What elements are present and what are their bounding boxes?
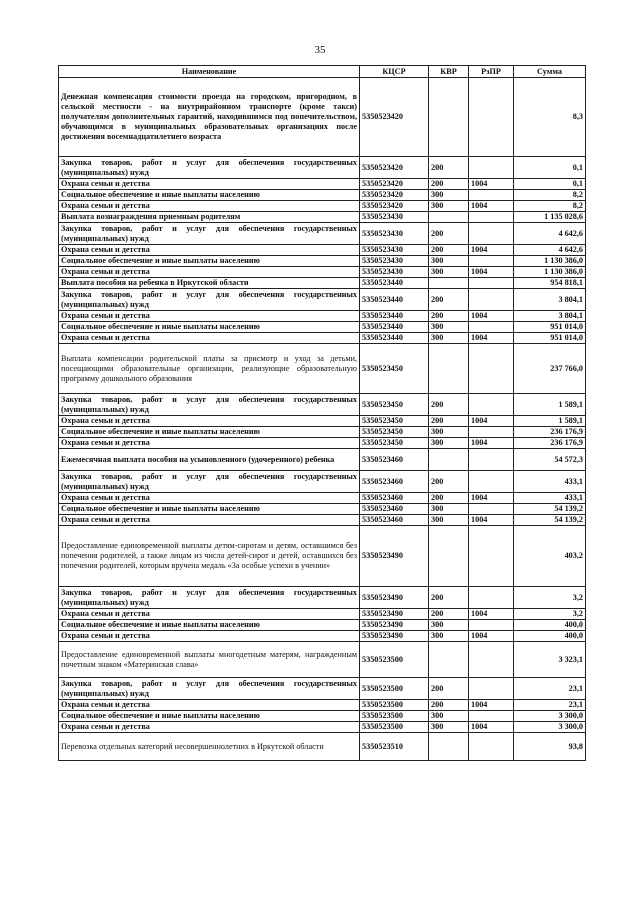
row-sum: 433,1: [514, 493, 586, 504]
row-name: Охрана семьи и детства: [59, 201, 360, 212]
row-name: Охрана семьи и детства: [59, 609, 360, 620]
row-kvr: 200: [429, 587, 469, 609]
row-name: Закупка товаров, работ и услуг для обеспечения государственных (муниципальных) нужд: [59, 394, 360, 416]
row-name: Социальное обеспечение и иные выплаты населению: [59, 427, 360, 438]
row-name: Выплата вознаграждения приемным родителям: [59, 212, 360, 223]
table-row: [59, 504, 586, 515]
row-rzpr: 1004: [469, 700, 514, 711]
row-sum: 4 642,6: [514, 223, 586, 245]
table-row: [59, 711, 586, 722]
row-kvr: 200: [429, 416, 469, 427]
table-row: [59, 157, 586, 179]
column-header-rzpr: РзПР: [469, 66, 514, 78]
row-kvr: 200: [429, 245, 469, 256]
table-row: [59, 201, 586, 212]
row-name: Охрана семьи и детства: [59, 493, 360, 504]
row-kvr: 300: [429, 256, 469, 267]
row-sum: 3,2: [514, 609, 586, 620]
row-name: Закупка товаров, работ и услуг для обеспечения государственных (муниципальных) нужд: [59, 157, 360, 179]
table-row: [59, 642, 586, 678]
row-sum: 954 818,1: [514, 278, 586, 289]
row-rzpr: [469, 394, 514, 416]
row-kvr: [429, 278, 469, 289]
row-kcsr: 5350523500: [360, 678, 429, 700]
row-kvr: [429, 733, 469, 761]
row-sum: 93,8: [514, 733, 586, 761]
row-rzpr: [469, 449, 514, 471]
row-name: Закупка товаров, работ и услуг для обеспечения государственных (муниципальных) нужд: [59, 678, 360, 700]
row-name: Выплата пособия на ребенка в Иркутской области: [59, 278, 360, 289]
table-row: [59, 526, 586, 587]
row-rzpr: [469, 471, 514, 493]
row-rzpr: [469, 157, 514, 179]
row-sum: 1 135 028,6: [514, 212, 586, 223]
row-name: Социальное обеспечение и иные выплаты населению: [59, 711, 360, 722]
row-kvr: 300: [429, 631, 469, 642]
table-row: [59, 427, 586, 438]
row-name: Закупка товаров, работ и услуг для обеспечения государственных (муниципальных) нужд: [59, 223, 360, 245]
row-rzpr: 1004: [469, 201, 514, 212]
row-rzpr: [469, 678, 514, 700]
row-sum: 54 572,3: [514, 449, 586, 471]
row-rzpr: 1004: [469, 267, 514, 278]
row-sum: 1 589,1: [514, 394, 586, 416]
row-kcsr: 5350523500: [360, 722, 429, 733]
row-rzpr: [469, 289, 514, 311]
row-sum: 3 300,0: [514, 711, 586, 722]
row-sum: 433,1: [514, 471, 586, 493]
row-kvr: [429, 344, 469, 394]
row-sum: 400,0: [514, 631, 586, 642]
row-sum: 54 139,2: [514, 504, 586, 515]
table-row: [59, 493, 586, 504]
row-sum: 0,1: [514, 179, 586, 190]
row-sum: 23,1: [514, 700, 586, 711]
row-name: Охрана семьи и детства: [59, 722, 360, 733]
row-rzpr: 1004: [469, 311, 514, 322]
table-body: [59, 78, 586, 761]
row-kcsr: 5350523430: [360, 267, 429, 278]
row-sum: 8,2: [514, 190, 586, 201]
row-kvr: [429, 212, 469, 223]
row-kcsr: 5350523420: [360, 179, 429, 190]
row-rzpr: [469, 78, 514, 157]
table-row: [59, 587, 586, 609]
row-kvr: 300: [429, 201, 469, 212]
row-rzpr: [469, 504, 514, 515]
row-name: Перевозка отдельных категорий несовершеннолетних в Иркутской области: [59, 733, 360, 761]
table-row: [59, 449, 586, 471]
table-row: [59, 700, 586, 711]
row-sum: 8,3: [514, 78, 586, 157]
row-kcsr: 5350523450: [360, 438, 429, 449]
row-kcsr: 5350523450: [360, 344, 429, 394]
row-kvr: 200: [429, 493, 469, 504]
row-name: Охрана семьи и детства: [59, 267, 360, 278]
row-rzpr: [469, 190, 514, 201]
table-row: [59, 190, 586, 201]
table-row: [59, 678, 586, 700]
row-kvr: 300: [429, 333, 469, 344]
table-row: [59, 322, 586, 333]
row-kcsr: 5350523490: [360, 620, 429, 631]
row-sum: 1 589,1: [514, 416, 586, 427]
row-kvr: 200: [429, 700, 469, 711]
row-rzpr: [469, 642, 514, 678]
row-name: Охрана семьи и детства: [59, 438, 360, 449]
row-name: Охрана семьи и детства: [59, 333, 360, 344]
row-kcsr: 5350523460: [360, 471, 429, 493]
row-kcsr: 5350523500: [360, 700, 429, 711]
row-kvr: 300: [429, 620, 469, 631]
row-kcsr: 5350523450: [360, 416, 429, 427]
row-kcsr: 5350523450: [360, 394, 429, 416]
row-sum: 4 642,6: [514, 245, 586, 256]
table-row: [59, 438, 586, 449]
row-kcsr: 5350523420: [360, 78, 429, 157]
row-kvr: 300: [429, 515, 469, 526]
row-kcsr: 5350523440: [360, 278, 429, 289]
row-kcsr: 5350523450: [360, 427, 429, 438]
row-rzpr: 1004: [469, 493, 514, 504]
row-sum: 400,0: [514, 620, 586, 631]
row-rzpr: [469, 256, 514, 267]
row-sum: 3,2: [514, 587, 586, 609]
row-kvr: 200: [429, 311, 469, 322]
row-kcsr: 5350523420: [360, 190, 429, 201]
row-sum: 23,1: [514, 678, 586, 700]
row-kcsr: 5350523420: [360, 157, 429, 179]
table-row: [59, 267, 586, 278]
row-kvr: [429, 526, 469, 587]
budget-table: [58, 65, 586, 761]
row-kvr: 200: [429, 471, 469, 493]
row-name: Закупка товаров, работ и услуг для обеспечения государственных (муниципальных) нужд: [59, 289, 360, 311]
row-kcsr: 5350523490: [360, 609, 429, 620]
row-name: Охрана семьи и детства: [59, 311, 360, 322]
row-name: Охрана семьи и детства: [59, 631, 360, 642]
row-kvr: 200: [429, 179, 469, 190]
table-row: [59, 394, 586, 416]
row-rzpr: [469, 587, 514, 609]
row-kcsr: 5350523460: [360, 515, 429, 526]
table-row: [59, 471, 586, 493]
row-name: Предоставление единовременной выплаты многодетным матерям, награжденным почетным знаком «Материнская слава»: [59, 642, 360, 678]
row-kvr: 300: [429, 722, 469, 733]
column-header-kcsr: КЦСР: [360, 66, 429, 78]
row-sum: 236 176,9: [514, 427, 586, 438]
row-kvr: 300: [429, 322, 469, 333]
row-sum: 403,2: [514, 526, 586, 587]
row-sum: 237 766,0: [514, 344, 586, 394]
row-kvr: 300: [429, 267, 469, 278]
row-name: Денежная компенсация стоимости проезда на городском, пригородном, в сельской местности - на внутрирайонном транспорте (кроме такси) получателям дополнительных гарантий, находившимся под попечительством, обучающимся в муниципальных образовательных организациях после достижения восемнадцатилетнего возраста: [59, 78, 360, 157]
row-rzpr: [469, 322, 514, 333]
row-kcsr: 5350523440: [360, 311, 429, 322]
row-name: Социальное обеспечение и иные выплаты населению: [59, 620, 360, 631]
row-sum: 3 804,1: [514, 289, 586, 311]
row-kvr: 300: [429, 427, 469, 438]
row-name: Охрана семьи и детства: [59, 245, 360, 256]
table-row: [59, 722, 586, 733]
row-kcsr: 5350523500: [360, 711, 429, 722]
table-row: [59, 333, 586, 344]
row-kvr: 200: [429, 609, 469, 620]
row-sum: 3 804,1: [514, 311, 586, 322]
table-row: [59, 289, 586, 311]
row-rzpr: [469, 620, 514, 631]
row-kvr: [429, 449, 469, 471]
row-sum: 3 323,1: [514, 642, 586, 678]
row-name: Охрана семьи и детства: [59, 416, 360, 427]
table-row: [59, 416, 586, 427]
row-name: Выплата компенсации родительской платы за присмотр и уход за детьми, посещающими образовательные организации, реализующие образовательную программу дошкольного образования: [59, 344, 360, 394]
row-rzpr: [469, 427, 514, 438]
column-header-kvr: КВР: [429, 66, 469, 78]
row-sum: 8,2: [514, 201, 586, 212]
row-kcsr: 5350523460: [360, 493, 429, 504]
row-kcsr: 5350523420: [360, 201, 429, 212]
table-row: [59, 609, 586, 620]
table-row: [59, 631, 586, 642]
row-sum: 54 139,2: [514, 515, 586, 526]
row-sum: 951 014,0: [514, 322, 586, 333]
row-sum: 3 300,0: [514, 722, 586, 733]
row-kcsr: 5350523440: [360, 289, 429, 311]
row-kvr: 300: [429, 190, 469, 201]
row-kvr: 300: [429, 438, 469, 449]
row-kcsr: 5350523440: [360, 333, 429, 344]
row-name: Закупка товаров, работ и услуг для обеспечения государственных (муниципальных) нужд: [59, 471, 360, 493]
row-rzpr: 1004: [469, 416, 514, 427]
page-number: 35: [314, 44, 326, 56]
row-kcsr: 5350523460: [360, 449, 429, 471]
row-rzpr: 1004: [469, 722, 514, 733]
row-kcsr: 5350523430: [360, 245, 429, 256]
table-row: [59, 256, 586, 267]
row-kcsr: 5350523490: [360, 587, 429, 609]
row-name: Социальное обеспечение и иные выплаты населению: [59, 190, 360, 201]
row-name: Социальное обеспечение и иные выплаты населению: [59, 256, 360, 267]
row-rzpr: [469, 711, 514, 722]
row-kcsr: 5350523460: [360, 504, 429, 515]
table-row: [59, 78, 586, 157]
row-name: Ежемесячная выплата пособия на усыновленного (удочеренного) ребенка: [59, 449, 360, 471]
row-kcsr: 5350523430: [360, 256, 429, 267]
row-name: Охрана семьи и детства: [59, 700, 360, 711]
row-name: Закупка товаров, работ и услуг для обеспечения государственных (муниципальных) нужд: [59, 587, 360, 609]
row-kvr: 200: [429, 394, 469, 416]
row-kvr: 200: [429, 223, 469, 245]
row-rzpr: 1004: [469, 515, 514, 526]
row-rzpr: 1004: [469, 631, 514, 642]
row-kvr: [429, 78, 469, 157]
row-rzpr: 1004: [469, 179, 514, 190]
row-kvr: [429, 642, 469, 678]
row-sum: 0,1: [514, 157, 586, 179]
row-rzpr: [469, 526, 514, 587]
row-name: Охрана семьи и детства: [59, 515, 360, 526]
row-sum: 951 014,0: [514, 333, 586, 344]
row-kvr: 300: [429, 504, 469, 515]
row-rzpr: 1004: [469, 438, 514, 449]
table-row: [59, 179, 586, 190]
row-kcsr: 5350523510: [360, 733, 429, 761]
row-kcsr: 5350523490: [360, 631, 429, 642]
table-header-row: [59, 66, 586, 78]
row-name: Охрана семьи и детства: [59, 179, 360, 190]
row-rzpr: [469, 212, 514, 223]
table-row: [59, 733, 586, 761]
row-sum: 1 130 386,0: [514, 256, 586, 267]
row-kcsr: 5350523440: [360, 322, 429, 333]
row-name: Предоставление единовременной выплаты детям-сиротам и детям, оставшимся без попечения родителей, а также лицам из числа детей-сирот и детей, оставшихся без попечения родителей, которым вручена медаль «За особые успехи в учении»: [59, 526, 360, 587]
table-row: [59, 278, 586, 289]
row-sum: 236 176,9: [514, 438, 586, 449]
row-kcsr: 5350523430: [360, 212, 429, 223]
table-row: [59, 311, 586, 322]
row-kvr: 200: [429, 678, 469, 700]
table-row: [59, 620, 586, 631]
row-kcsr: 5350523500: [360, 642, 429, 678]
column-header-name: Наименование: [59, 66, 360, 78]
row-rzpr: [469, 223, 514, 245]
row-rzpr: 1004: [469, 245, 514, 256]
row-kvr: 300: [429, 711, 469, 722]
table-row: [59, 223, 586, 245]
row-kvr: 200: [429, 157, 469, 179]
row-rzpr: 1004: [469, 609, 514, 620]
row-kvr: 200: [429, 289, 469, 311]
row-kcsr: 5350523490: [360, 526, 429, 587]
table-row: [59, 212, 586, 223]
row-sum: 1 130 386,0: [514, 267, 586, 278]
row-kcsr: 5350523430: [360, 223, 429, 245]
row-name: Социальное обеспечение и иные выплаты населению: [59, 322, 360, 333]
row-rzpr: [469, 278, 514, 289]
table-row: [59, 344, 586, 394]
row-name: Социальное обеспечение и иные выплаты населению: [59, 504, 360, 515]
row-rzpr: [469, 344, 514, 394]
column-header-sum: Сумма: [514, 66, 586, 78]
row-rzpr: [469, 733, 514, 761]
table-row: [59, 515, 586, 526]
table-row: [59, 245, 586, 256]
row-rzpr: 1004: [469, 333, 514, 344]
